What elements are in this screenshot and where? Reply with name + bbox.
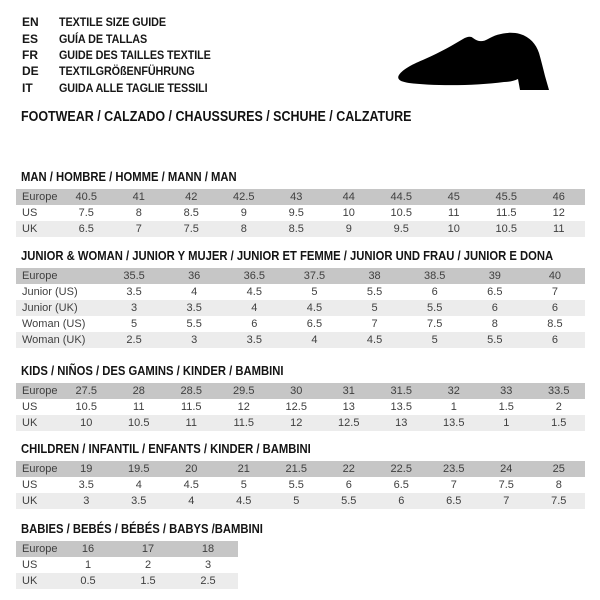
table-row (16, 300, 585, 316)
row-label: US (22, 207, 38, 219)
size-cell: 3 (83, 495, 90, 507)
language-row (22, 14, 228, 30)
size-cell: 12 (237, 401, 250, 413)
row-label: US (22, 401, 38, 413)
size-cell: 11.5 (233, 417, 255, 429)
size-cell: 12.5 (285, 401, 307, 413)
size-cell: 13 (342, 401, 355, 413)
size-cell: 3 (191, 334, 198, 346)
size-cell: 12.5 (338, 417, 360, 429)
size-cell: 3.5 (186, 302, 202, 314)
language-row (22, 30, 228, 46)
size-cell: 7 (450, 479, 457, 491)
size-cell: 44 (342, 191, 355, 203)
size-cell: 7 (503, 495, 510, 507)
size-cell: 1 (450, 401, 457, 413)
size-cell: 10 (447, 223, 460, 235)
size-table-children (16, 461, 585, 509)
table-row (16, 477, 585, 493)
size-cell: 41 (132, 191, 145, 203)
size-cell: 22 (342, 463, 355, 475)
size-cell: 36 (188, 270, 201, 282)
size-cell: 7 (371, 318, 378, 330)
size-cell: 9 (240, 207, 247, 219)
size-cell: 29.5 (233, 385, 255, 397)
size-cell: 8.5 (183, 207, 199, 219)
size-cell: 13.5 (443, 417, 465, 429)
size-cell: 6 (398, 495, 405, 507)
size-cell: 17 (141, 543, 155, 555)
size-cell: 7.5 (551, 495, 567, 507)
size-cell: 10.5 (390, 207, 412, 219)
size-cell: 10 (80, 417, 93, 429)
size-cell: 12 (552, 207, 565, 219)
language-row (22, 80, 228, 96)
size-cell: 7.5 (427, 318, 443, 330)
size-cell: 11 (133, 401, 145, 413)
language-code: DE (22, 64, 39, 79)
size-cell: 8 (240, 223, 247, 235)
language-list (22, 14, 228, 96)
row-label: Woman (US) (22, 318, 86, 330)
table-row (16, 493, 585, 509)
row-label: UK (22, 575, 38, 587)
size-cell: 38.5 (423, 270, 446, 282)
size-cell: 4.5 (246, 286, 262, 298)
size-cell: 42.5 (233, 191, 255, 203)
size-cell: 6 (491, 302, 498, 314)
size-section-kids (16, 364, 600, 431)
size-cell: 27.5 (75, 385, 97, 397)
size-cell: 23.5 (443, 463, 465, 475)
size-cell: 35.5 (123, 270, 145, 282)
row-label: Junior (US) (22, 286, 78, 298)
size-cell: 39 (488, 270, 501, 282)
size-cell: 38 (368, 270, 381, 282)
row-label: Europe (22, 543, 58, 555)
size-cell: 45.5 (495, 191, 517, 203)
section-title: MAN / HOMBRE / HOMME / MANN / MAN (21, 170, 237, 184)
size-cell: 4 (311, 334, 318, 346)
size-cell: 9.5 (288, 207, 304, 219)
size-cell: 10.5 (75, 401, 97, 413)
size-cell: 32 (447, 385, 460, 397)
size-cell: 7 (135, 223, 142, 235)
size-cell: 6 (551, 334, 558, 346)
size-cell: 45 (447, 191, 460, 203)
size-cell: 28.5 (180, 385, 202, 397)
size-cell: 19.5 (128, 463, 150, 475)
size-section-junior-woman (16, 249, 600, 348)
size-cell: 3.5 (126, 286, 142, 298)
table-row (16, 221, 585, 237)
language-title: TEXTILGRÖßENFÜHRUNG (59, 64, 195, 79)
row-label: Europe (22, 385, 58, 397)
size-cell: 6 (431, 286, 438, 298)
size-cell: 6.5 (306, 318, 323, 330)
size-cell: 4.5 (306, 302, 323, 314)
row-label: US (22, 479, 38, 491)
size-cell: 6.5 (78, 223, 94, 235)
size-cell: 13.5 (390, 401, 412, 413)
size-cell: 4.5 (183, 479, 199, 491)
size-cell: 43 (290, 191, 303, 203)
size-cell: 4 (135, 479, 142, 491)
row-label: Woman (UK) (22, 334, 86, 346)
language-code: FR (22, 47, 38, 62)
size-cell: 4 (188, 495, 195, 507)
size-cell: 5 (240, 479, 247, 491)
language-code: EN (22, 15, 39, 30)
size-cell: 0.5 (80, 575, 96, 587)
size-cell: 6 (345, 479, 352, 491)
size-cell: 22.5 (390, 463, 412, 475)
size-cell: 5.5 (487, 334, 503, 346)
size-cell: 42 (185, 191, 198, 203)
size-cell: 1 (503, 417, 510, 429)
size-cell: 8.5 (547, 318, 563, 330)
row-label: UK (22, 223, 38, 235)
size-cell: 1.5 (498, 401, 514, 413)
table-row (16, 189, 585, 205)
size-cell: 8 (491, 318, 498, 330)
table-row (16, 557, 238, 573)
size-cell: 5.5 (341, 495, 357, 507)
size-cell: 46 (552, 191, 565, 203)
section-title: BABIES / BEBÉS / BÉBÉS / BABYS /BAMBINI (21, 522, 263, 536)
row-label: Europe (22, 463, 58, 475)
size-cell: 1 (84, 559, 92, 571)
size-cell: 4 (191, 286, 198, 298)
size-cell: 10.5 (495, 223, 517, 235)
size-cell: 5.5 (288, 479, 304, 491)
size-cell: 30 (290, 385, 303, 397)
size-cell: 44.5 (390, 191, 412, 203)
size-table-babies (16, 541, 238, 589)
size-cell: 6 (251, 318, 258, 330)
table-row (16, 316, 585, 332)
size-cell: 2 (555, 401, 562, 413)
size-cell: 5 (371, 302, 378, 314)
language-title: GUÍA DE TALLAS (59, 31, 148, 46)
size-cell: 8 (555, 479, 562, 491)
size-cell: 11.5 (495, 207, 517, 219)
size-cell: 1.5 (551, 417, 567, 429)
size-cell: 12 (290, 417, 303, 429)
language-row (22, 47, 228, 63)
size-cell: 3 (131, 302, 138, 314)
size-cell: 11.5 (180, 401, 202, 413)
size-cell: 8 (135, 207, 142, 219)
row-label: UK (22, 417, 38, 429)
size-cell: 7.5 (498, 479, 514, 491)
language-title: TEXTILE SIZE GUIDE (59, 15, 167, 30)
table-row (16, 284, 585, 300)
size-cell: 4.5 (236, 495, 252, 507)
row-label: Junior (UK) (22, 302, 78, 314)
size-cell: 40 (548, 270, 562, 282)
row-label: Europe (22, 270, 58, 282)
size-section-children (16, 442, 600, 509)
size-cell: 6 (551, 302, 558, 314)
table-row (16, 332, 585, 348)
size-cell: 21 (237, 463, 250, 475)
section-title: KIDS / NIÑOS / DES GAMINS / KINDER / BAMBINI (21, 364, 284, 378)
size-cell: 1.5 (140, 575, 156, 587)
size-cell: 33 (500, 385, 513, 397)
size-cell: 36.5 (243, 270, 266, 282)
size-cell: 9.5 (393, 223, 409, 235)
table-row (16, 268, 585, 284)
language-title: GUIDE DES TAILLES TEXTILE (59, 47, 211, 62)
size-cell: 19 (80, 463, 93, 475)
size-table-kids (16, 383, 585, 431)
table-row (16, 573, 238, 589)
size-cell: 6.5 (393, 479, 409, 491)
size-cell: 3.5 (78, 479, 94, 491)
size-cell: 13 (395, 417, 408, 429)
size-cell: 2 (144, 559, 152, 571)
table-row (16, 541, 238, 557)
row-label: Europe (22, 191, 58, 203)
size-cell: 10.5 (128, 417, 150, 429)
size-cell: 4.5 (366, 334, 383, 346)
size-cell: 11 (185, 417, 197, 429)
size-cell: 4 (251, 302, 258, 314)
category-line: FOOTWEAR / CALZADO / CHAUSSURES / SCHUHE / CALZATURE (21, 109, 412, 125)
dress-shoe-icon (393, 30, 571, 97)
size-cell: 10 (342, 207, 355, 219)
table-row (16, 205, 585, 221)
size-cell: 5.5 (427, 302, 443, 314)
size-table-man (16, 189, 585, 237)
size-table-junior-woman (16, 268, 585, 348)
size-cell: 16 (81, 543, 95, 555)
table-row (16, 383, 585, 399)
language-code: ES (22, 31, 39, 46)
size-cell: 3.5 (246, 334, 262, 346)
size-cell: 2.5 (126, 334, 142, 346)
size-cell: 37.5 (303, 270, 326, 282)
size-cell: 7 (551, 286, 558, 298)
language-title: GUIDA ALLE TAGLIE TESSILI (59, 80, 208, 95)
table-row (16, 461, 585, 477)
section-title: CHILDREN / INFANTIL / ENFANTS / KINDER / BAMBINI (21, 442, 311, 456)
size-cell: 7.5 (78, 207, 94, 219)
size-cell: 5.5 (186, 318, 202, 330)
size-cell: 5 (311, 286, 318, 298)
size-cell: 11 (448, 207, 460, 219)
size-cell: 28 (132, 385, 145, 397)
size-cell: 5.5 (366, 286, 383, 298)
size-cell: 8.5 (288, 223, 304, 235)
size-cell: 24 (500, 463, 513, 475)
size-cell: 2.5 (200, 575, 216, 587)
size-cell: 21.5 (285, 463, 307, 475)
size-cell: 7.5 (183, 223, 199, 235)
size-cell: 20 (185, 463, 198, 475)
size-cell: 31.5 (390, 385, 412, 397)
row-label: US (22, 559, 38, 571)
size-cell: 3 (204, 559, 212, 571)
size-cell: 11 (553, 223, 565, 235)
language-row (22, 63, 228, 79)
size-cell: 40.5 (75, 191, 97, 203)
size-cell: 31 (342, 385, 355, 397)
section-title: JUNIOR & WOMAN / JUNIOR Y MUJER / JUNIOR ET FEMME / JUNIOR UND FRAU / JUNIOR E DONA (21, 249, 554, 263)
size-cell: 3.5 (131, 495, 147, 507)
size-cell: 9 (345, 223, 352, 235)
row-label: UK (22, 495, 38, 507)
language-code: IT (22, 80, 33, 95)
size-cell: 5 (293, 495, 300, 507)
size-section-man (16, 170, 600, 237)
size-cell: 33.5 (548, 385, 570, 397)
table-row (16, 399, 585, 415)
size-cell: 25 (552, 463, 565, 475)
size-section-babies (16, 522, 600, 589)
size-cell: 18 (201, 543, 215, 555)
table-row (16, 415, 585, 431)
size-cell: 6.5 (446, 495, 462, 507)
size-cell: 5 (131, 318, 138, 330)
size-cell: 6.5 (487, 286, 503, 298)
size-cell: 5 (431, 334, 438, 346)
